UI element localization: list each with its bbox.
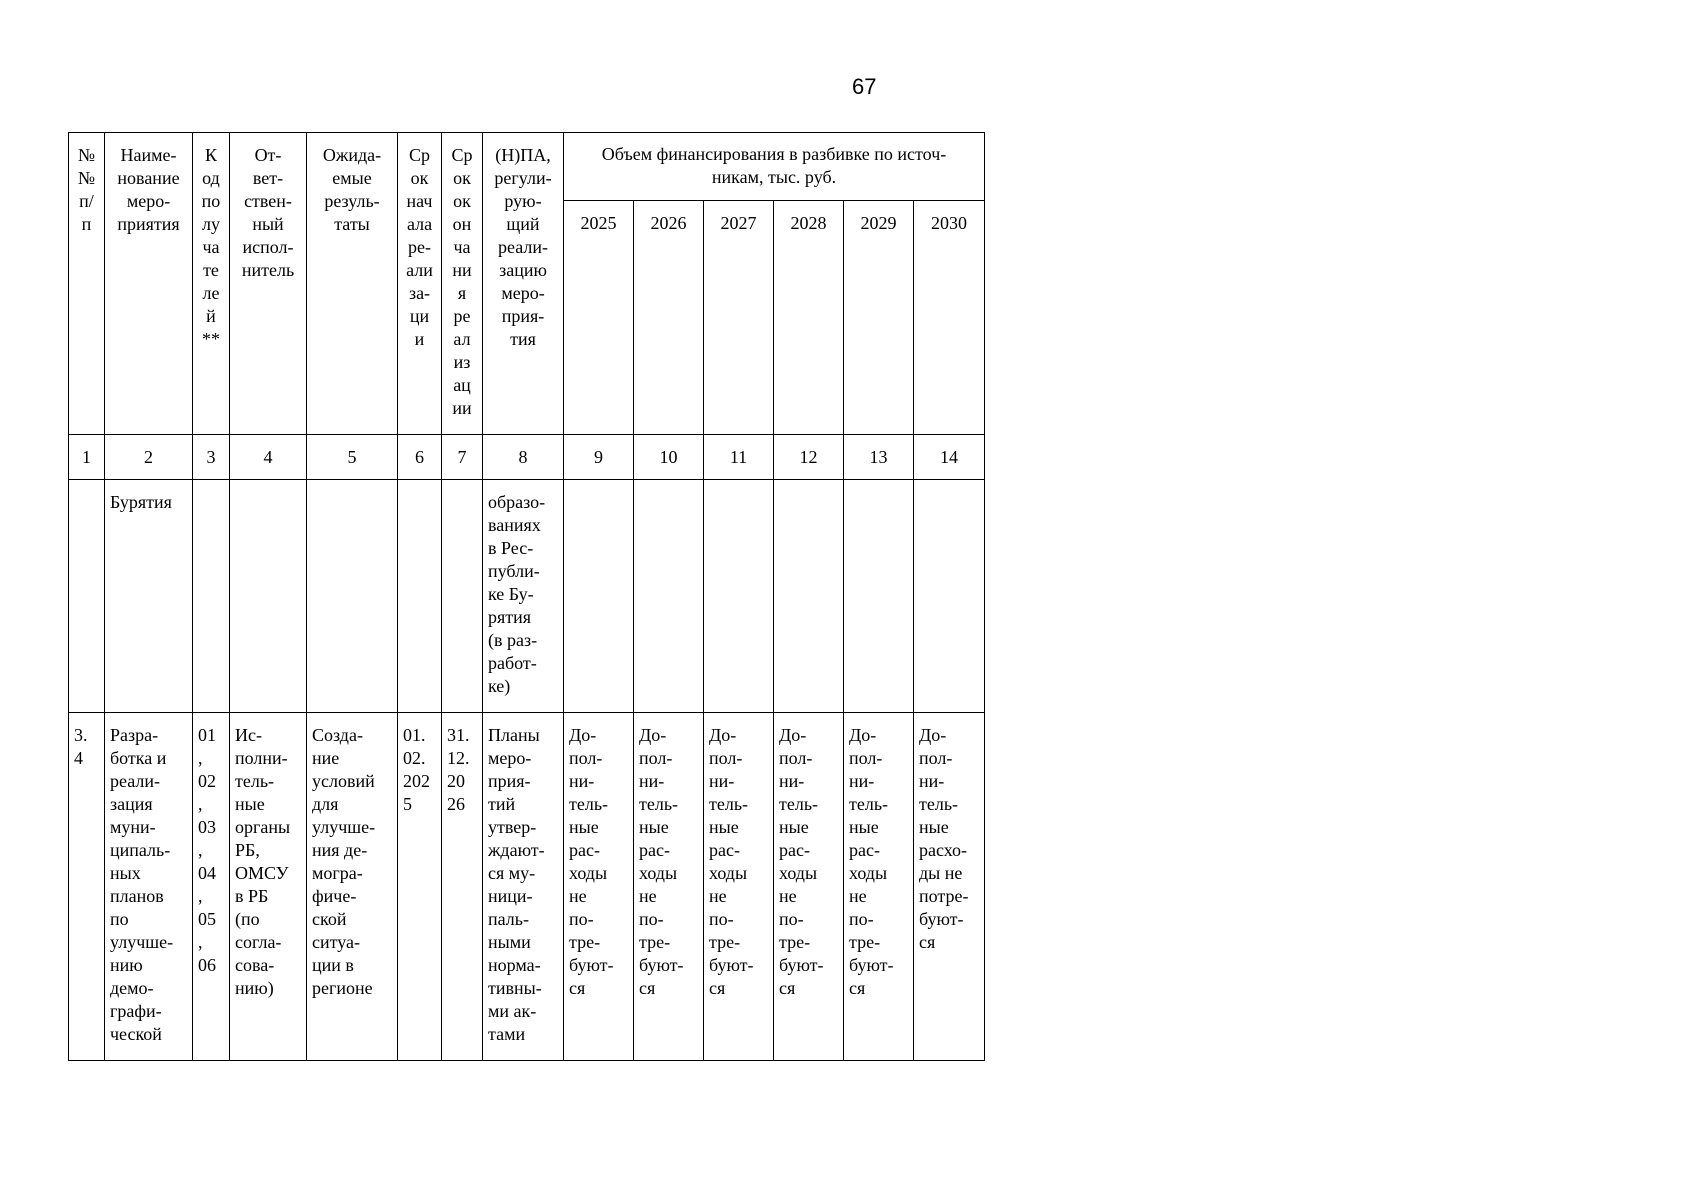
column-number: 13	[844, 435, 914, 480]
header-cell-year: 2027	[704, 201, 774, 435]
column-number: 12	[774, 435, 844, 480]
table-row	[69, 713, 985, 1061]
page-number: 67	[852, 74, 877, 99]
financing-2027: До- пол- ни- тель- ные рас- ходы не по- тре- буют- ся	[704, 713, 774, 1061]
financing-2030	[914, 480, 985, 713]
financing-2025	[564, 480, 634, 713]
header-cell-year: 2030	[914, 201, 985, 435]
column-number: 9	[564, 435, 634, 480]
measure-name: Разра- ботка и реали- зация муни- ципаль- ных планов по улучше- нию демо- графи- ческой	[105, 713, 193, 1061]
column-number: 4	[230, 435, 307, 480]
header-cell-start: Ср ок нач ала ре- али за- ци и	[398, 133, 442, 435]
header-cell-year: 2025	[564, 201, 634, 435]
end-date	[442, 480, 483, 713]
end-date: 31. 12. 20 26	[442, 713, 483, 1061]
header-cell-financing: Объем финансирования в разбивке по источ- никам, тыс. руб.	[564, 133, 985, 201]
financing-2028	[774, 480, 844, 713]
header-cell-number: № № п/ п	[69, 133, 105, 435]
table-row	[69, 480, 985, 713]
column-number: 11	[704, 435, 774, 480]
financing-2028: До- пол- ни- тель- ные рас- ходы не по- тре- буют- ся	[774, 713, 844, 1061]
financing-2029	[844, 480, 914, 713]
column-number: 6	[398, 435, 442, 480]
header-cell-year: 2026	[634, 201, 704, 435]
column-number: 14	[914, 435, 985, 480]
expected-results: Созда- ние условий для улучше- ния де- могра- фиче- ской ситуа- ции в регионе	[307, 713, 398, 1061]
header-cell-end: Ср ок ок он ча ни я ре ал из ац ии	[442, 133, 483, 435]
row-number	[69, 480, 105, 713]
financing-2026	[634, 480, 704, 713]
header-cell-code: К од по лу ча те ле й **	[193, 133, 230, 435]
header-cell-results: Ожида- емые резуль- таты	[307, 133, 398, 435]
column-number-row	[69, 435, 985, 480]
column-number: 7	[442, 435, 483, 480]
start-date	[398, 480, 442, 713]
recipient-code	[193, 480, 230, 713]
npa: Планы меро- прия- тий утвер- ждают- ся му- ници- паль- ными норма- тивны- ми ак- тами	[483, 713, 564, 1061]
start-date: 01. 02. 202 5	[398, 713, 442, 1061]
header-cell-npa: (Н)ПА, регули- рую- щий реали- зацию меро- прия- тия	[483, 133, 564, 435]
header-cell-executor: От- вет- ствен- ный испол- нитель	[230, 133, 307, 435]
header-cell-name: Наиме- нование меро- приятия	[105, 133, 193, 435]
column-number: 3	[193, 435, 230, 480]
column-number: 1	[69, 435, 105, 480]
row-number: 3. 4	[69, 713, 105, 1061]
header-cell-year: 2028	[774, 201, 844, 435]
column-number: 5	[307, 435, 398, 480]
npa: образо- ваниях в Рес- публи- ке Бу- рятия (в раз- работ- ке)	[483, 480, 564, 713]
measure-name: Бурятия	[105, 480, 193, 713]
column-number: 2	[105, 435, 193, 480]
executor: Ис- полни- тель- ные органы РБ, ОМСУ в РБ (по согла- сова- нию)	[230, 713, 307, 1061]
header-cell-year: 2029	[844, 201, 914, 435]
expected-results	[307, 480, 398, 713]
recipient-code: 01 , 02 , 03 , 04 , 05 , 06	[193, 713, 230, 1061]
financing-2027	[704, 480, 774, 713]
financing-2030: До- пол- ни- тель- ные расхо- ды не потре- буют- ся	[914, 713, 985, 1061]
financing-2029: До- пол- ни- тель- ные рас- ходы не по- тре- буют- ся	[844, 713, 914, 1061]
financing-2025: До- пол- ни- тель- ные рас- ходы не по- тре- буют- ся	[564, 713, 634, 1061]
header-row-top	[69, 133, 985, 201]
column-number: 8	[483, 435, 564, 480]
column-number: 10	[634, 435, 704, 480]
financing-2026: До- пол- ни- тель- ные рас- ходы не по- тре- буют- ся	[634, 713, 704, 1061]
executor	[230, 480, 307, 713]
measures-table	[68, 132, 985, 1061]
